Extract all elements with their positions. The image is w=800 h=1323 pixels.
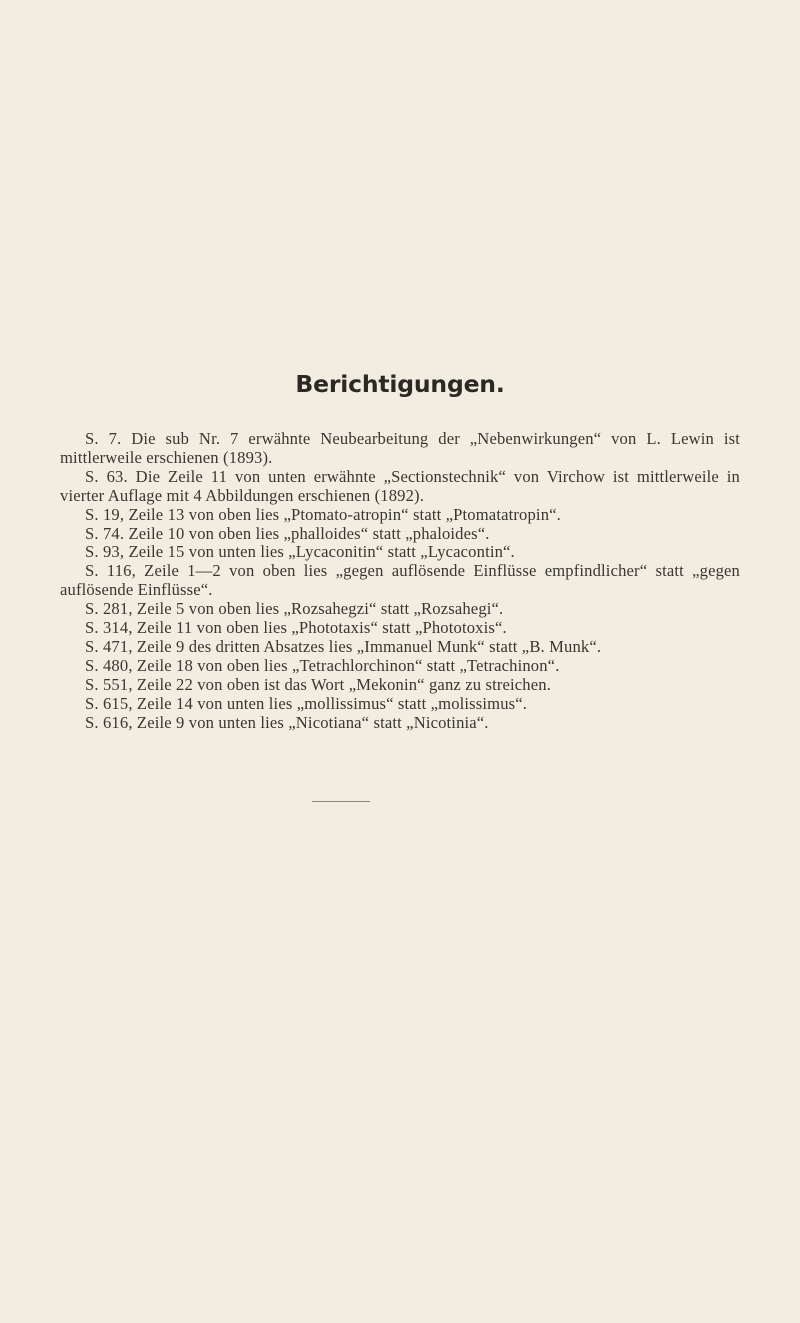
- errata-entry: S. 19, Zeile 13 von oben lies „Ptomato-atropin“ statt „Ptomatatropin“.: [85, 504, 561, 524]
- errata-entry: S. 314, Zeile 11 von oben lies „Phototaxis“ statt „Phototoxis“.: [85, 618, 507, 638]
- errata-entry: S. 471, Zeile 9 des dritten Absatzes lies „Immanuel Munk“ statt „B. Munk“.: [85, 636, 602, 656]
- errata-list: [60, 430, 740, 733]
- errata-entry: S. 63. Die Zeile 11 von unten erwähnte „Sectionstechnik“ von Virchow ist mittlerweile in vierter Auflage mit 4 Abbildungen erschienen (1892).: [60, 466, 740, 505]
- errata-entry: S. 616, Zeile 9 von unten lies „Nicotiana“ statt „Nicotinia“.: [85, 712, 489, 732]
- divider-rule: [312, 801, 370, 802]
- errata-entry: S. 480, Zeile 18 von oben lies „Tetrachlorchinon“ statt „Tetrachinon“.: [85, 655, 560, 675]
- errata-entry: S. 74. Zeile 10 von oben lies „phalloides“ statt „phaloides“.: [85, 523, 490, 543]
- errata-entry: S. 7. Die sub Nr. 7 erwähnte Neubearbeitung der „Nebenwirkungen“ von L. Lewin ist mittlerweile erschienen (1893).: [60, 429, 740, 467]
- document-page: [60, 0, 740, 1323]
- page-title: Berichtigungen.: [295, 370, 505, 398]
- errata-entry: S. 93, Zeile 15 von unten lies „Lycaconitin“ statt „Lycacontin“.: [85, 542, 515, 562]
- errata-entry: S. 615, Zeile 14 von unten lies „mollissimus“ statt „molissimus“.: [85, 693, 528, 713]
- errata-entry: S. 551, Zeile 22 von oben ist das Wort „Mekonin“ ganz zu streichen.: [85, 674, 552, 694]
- errata-entry: S. 281, Zeile 5 von oben lies „Rozsahegzi“ statt „Rozsahegi“.: [85, 599, 504, 619]
- errata-entry: S. 116, Zeile 1—2 von oben lies „gegen auflösende Einflüsse empfindlicher“ statt „gegen auflösende Einflüsse“.: [60, 561, 740, 600]
